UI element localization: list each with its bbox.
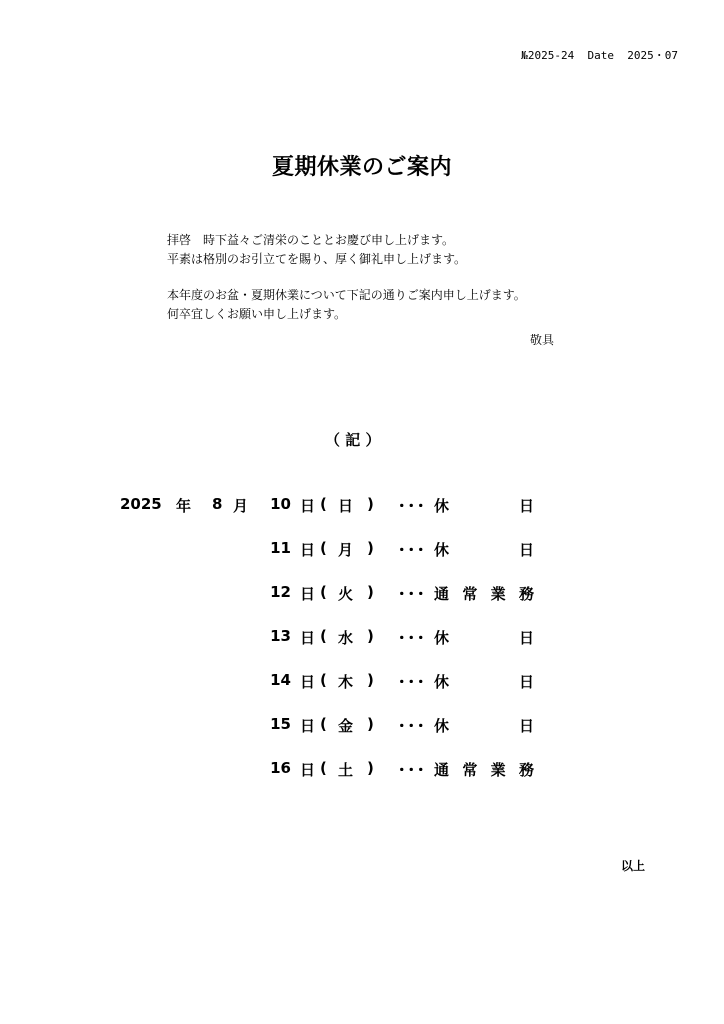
status-char: 日 — [518, 497, 534, 515]
schedule-day: 10 — [270, 495, 291, 513]
close-paren: ) — [367, 495, 374, 513]
schedule-weekday: 木 — [338, 673, 354, 691]
schedule-day-unit: 日 — [300, 761, 316, 779]
schedule-day: 15 — [270, 715, 291, 733]
ki-heading: （ 記 ） — [325, 431, 381, 449]
ijo-closing: 以上 — [621, 859, 646, 873]
status-char: 業 — [490, 585, 506, 603]
open-paren: ( — [320, 759, 327, 777]
open-paren: ( — [320, 627, 327, 645]
schedule-weekday: 月 — [338, 541, 354, 559]
schedule-row — [0, 495, 724, 517]
leader-dots: ･･･ — [398, 629, 427, 647]
schedule-row — [0, 671, 724, 693]
date-value: 2025・07 — [627, 49, 678, 62]
schedule-day: 16 — [270, 759, 291, 777]
close-paren: ) — [367, 759, 374, 777]
close-paren: ) — [367, 583, 374, 601]
page-title: 夏期休業のご案内 — [271, 155, 452, 180]
schedule-row — [0, 715, 724, 737]
schedule-status — [434, 715, 534, 736]
schedule-day-unit: 日 — [300, 629, 316, 647]
greeting-block — [167, 231, 526, 324]
schedule-day-unit: 日 — [300, 673, 316, 691]
greeting-line-1: 拝啓 時下益々ご清栄のこととお慶び申し上げます。 — [167, 233, 455, 247]
schedule-day: 12 — [270, 583, 291, 601]
status-char: 日 — [518, 717, 534, 735]
open-paren: ( — [320, 495, 327, 513]
schedule-month-unit: 月 — [233, 497, 249, 515]
status-char: 務 — [518, 761, 534, 779]
schedule-day-unit: 日 — [300, 717, 316, 735]
close-paren: ) — [367, 715, 374, 733]
closing-keigu: 敬具 — [530, 333, 555, 347]
status-char: 休 — [434, 717, 450, 735]
leader-dots: ･･･ — [398, 541, 427, 559]
close-paren: ) — [367, 627, 374, 645]
status-char: 通 — [434, 761, 450, 779]
greeting-line-3: 本年度のお盆・夏期休業について下記の通りご案内申し上げます。 — [167, 288, 526, 302]
schedule-day-unit: 日 — [300, 497, 316, 515]
date-label: Date — [587, 49, 614, 62]
leader-dots: ･･･ — [398, 497, 427, 515]
schedule-year-unit: 年 — [176, 497, 192, 515]
document-number-date — [521, 47, 678, 63]
schedule-month: 8 — [212, 495, 223, 513]
schedule-status — [434, 627, 534, 648]
schedule-weekday: 火 — [338, 585, 354, 603]
status-char: 日 — [518, 629, 534, 647]
status-char: 常 — [462, 761, 478, 779]
status-char: 日 — [518, 541, 534, 559]
schedule-day: 14 — [270, 671, 291, 689]
document-number: №2025-24 — [521, 49, 575, 62]
status-char: 通 — [434, 585, 450, 603]
schedule-row — [0, 627, 724, 649]
schedule-status — [434, 671, 534, 692]
status-char: 休 — [434, 629, 450, 647]
open-paren: ( — [320, 583, 327, 601]
open-paren: ( — [320, 539, 327, 557]
open-paren: ( — [320, 715, 327, 733]
schedule-weekday: 日 — [338, 497, 354, 515]
schedule-weekday: 水 — [338, 629, 354, 647]
greeting-line-2: 平素は格別のお引立てを賜り、厚く御礼申し上げます。 — [167, 252, 467, 266]
schedule-status — [434, 759, 534, 780]
schedule-day: 11 — [270, 539, 291, 557]
status-char: 休 — [434, 497, 450, 515]
status-char: 業 — [490, 761, 506, 779]
schedule-weekday: 金 — [338, 717, 354, 735]
leader-dots: ･･･ — [398, 585, 427, 603]
schedule-status — [434, 583, 534, 604]
schedule-status — [434, 539, 534, 560]
status-char: 休 — [434, 673, 450, 691]
open-paren: ( — [320, 671, 327, 689]
status-char: 務 — [518, 585, 534, 603]
schedule-day-unit: 日 — [300, 585, 316, 603]
schedule-status — [434, 495, 534, 516]
close-paren: ) — [367, 539, 374, 557]
close-paren: ) — [367, 671, 374, 689]
status-char: 常 — [462, 585, 478, 603]
schedule-row — [0, 539, 724, 561]
leader-dots: ･･･ — [398, 673, 427, 691]
schedule-day-unit: 日 — [300, 541, 316, 559]
schedule-row — [0, 759, 724, 781]
schedule-weekday: 土 — [338, 761, 354, 779]
schedule-year: 2025 — [120, 495, 162, 513]
schedule-row — [0, 583, 724, 605]
greeting-line-4: 何卒宜しくお願い申し上げます。 — [167, 307, 347, 321]
schedule-day: 13 — [270, 627, 291, 645]
leader-dots: ･･･ — [398, 717, 427, 735]
status-char: 休 — [434, 541, 450, 559]
leader-dots: ･･･ — [398, 761, 427, 779]
status-char: 日 — [518, 673, 534, 691]
